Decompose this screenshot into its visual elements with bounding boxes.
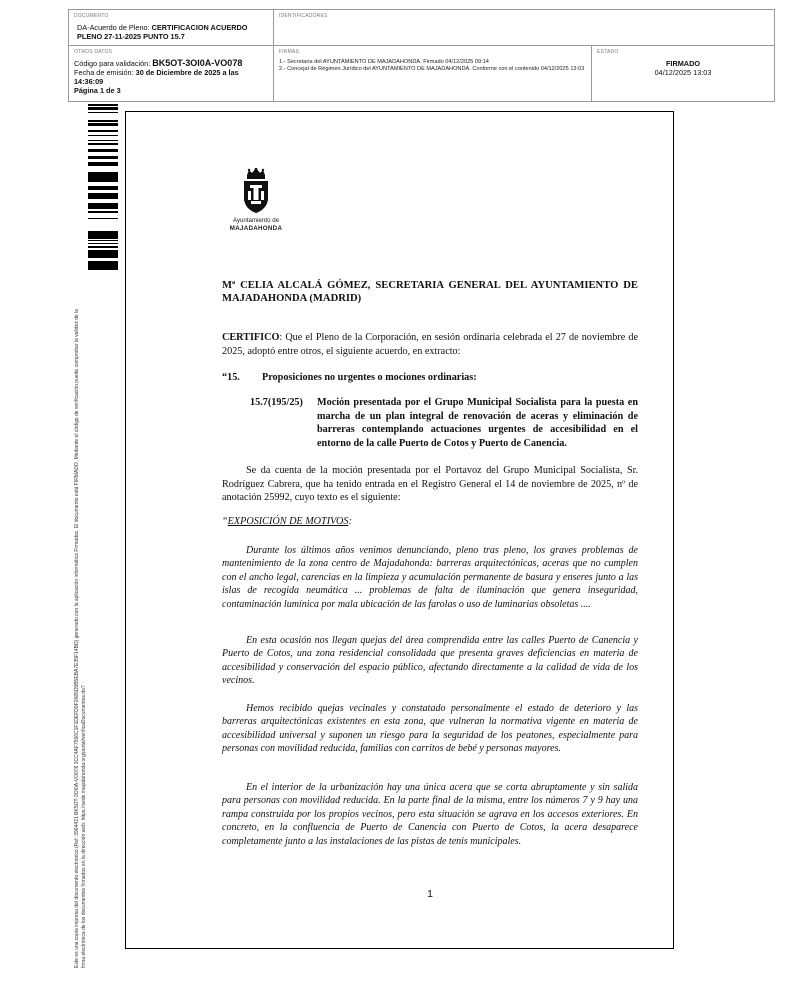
- header-table: [68, 9, 775, 102]
- documento-title: CERTIFICACION ACUERDO PLENO 27-11-2025 PUNTO 15.7: [77, 23, 248, 41]
- exposicion-paragraph-3: Hemos recibido quejas vecinales y constatado personalmente el estado de deterioro y las barreras arquitectónicas existentes en esta zona, que vulneran la normativa vigente en materia de accesibilidad universal y suponen un riesgo para la seguridad de los peatones, especialmente para personas con movilidad reducida, familias con carritos de bebé y personas mayores.: [222, 703, 638, 755]
- documento-prefix: DA-Acuerdo de Pleno:: [77, 23, 152, 32]
- codigo-validacion: BK5OT-3OI0A-VO078: [152, 58, 243, 68]
- coat-of-arms-icon: [241, 168, 271, 214]
- motion-title: Moción presentada por el Grupo Municipal Socialista para la puesta en marcha de un plan integral de renovación de aceras y eliminación de barreras contemplando actuaciones urgentes de accesibilidad en el entorno de la calle Puerto de Cotos y Puerto de Canencia.: [317, 397, 638, 449]
- barcode: [88, 104, 118, 274]
- pagina: Página 1 de 3: [74, 86, 121, 95]
- estado-value: FIRMADO: [665, 59, 701, 68]
- otros-datos-cell: [69, 46, 274, 101]
- motion-code: 15.7(195/25): [250, 397, 303, 408]
- documento-label: DOCUMENTO: [74, 13, 109, 19]
- exposicion-paragraph-4: En el interior de la urbanización hay una única acera que se corta abruptamente y sin salida para personas con movilidad reducida. En la parte final de la misma, entre los números 7 y 9 hay una rampa construida por los propios vecinos, pero esta situación se agrava en los accesos exteriores. En concreto, en la confluencia de Puerto de Canencia con Puerto de Cotos, la acera desaparece completamente junto a las instalaciones de las pistas de tenis municipales.: [222, 782, 638, 847]
- documento-cell: [69, 10, 274, 45]
- page-number: 1: [427, 888, 433, 900]
- certifico-label: CERTIFICO: [222, 332, 280, 343]
- municipal-logo: [227, 168, 285, 232]
- estado-label: ESTADO: [597, 49, 619, 55]
- codigo-label: Código para validación:: [74, 59, 153, 68]
- firmas-label: FIRMAS: [279, 49, 300, 55]
- certifico-text: : Que el Pleno de la Corporación, en sesión ordinaria celebrada el 27 de noviembre de 2025, adoptó entre otros, el siguiente acuerdo, en extracto:: [222, 332, 638, 357]
- document-heading: Mª CELIA ALCALÁ GÓMEZ, SECRETARIA GENERAL DEL AYUNTAMIENTO DE MAJADAHONDA (MADRID): [222, 280, 638, 304]
- expo-colon: :: [348, 516, 352, 527]
- barcode-bar: [88, 270, 118, 272]
- expo-title: EXPOSICIÓN DE MOTIVOS: [227, 516, 349, 527]
- agenda-item-15: [222, 371, 638, 384]
- identificadores-cell: [274, 10, 774, 45]
- fecha-emision: 30 de Diciembre de 2025 a las 14:36:09: [74, 68, 239, 86]
- agenda-item-number: “15.: [222, 372, 240, 383]
- agenda-item-title: Proposiciones no urgentes o mociones ordinarias:: [262, 372, 477, 383]
- firma-1: 1.- Secretaria del AYUNTAMIENTO DE MAJADAHONDA. Firmado 04/12/2025 09:14: [279, 59, 489, 65]
- expo-quote: “: [222, 516, 228, 527]
- firma-2: 2.- Concejal de Régimen Jurídico del AYUNTAMIENTO DE MAJADAHONDA. Conforme con el contenido 04/12/2025 13:03: [279, 66, 585, 72]
- certifico-paragraph: [222, 331, 638, 358]
- exposicion-paragraph-1: Durante los últimos años venimos denunciando, pleno tras pleno, los graves problemas de mantenimiento de la zona centro de Majadahonda: barreras arquitectónicas, aceras que no cumplen con el ancho legal, carencias en la limpieza y acumulación permanente de basura y enseres junto a las islas de recogida neumática ... problemas de falta de iluminación que genera inseguridad, contaminación lumínica por mala ubicación de las farolas o uso de luminarias obsoletas ....: [222, 545, 638, 610]
- intro-paragraph: Se da cuenta de la moción presentada por el Portavoz del Grupo Municipal Socialista, Sr. Rodríguez Cabrera, que ha tenido entrada en el Registro General el 14 de noviembre de 2025, nº de anotación 25992, cuyo texto es el siguiente:: [222, 465, 638, 503]
- estado-date: 04/12/2025 13:03: [654, 68, 712, 77]
- otros-datos-label: OTROS DATOS: [74, 49, 113, 55]
- logo-line-2: MAJADAHONDA: [229, 224, 283, 232]
- motion-heading: [250, 396, 638, 450]
- estado-cell: [592, 46, 774, 101]
- identificadores-label: IDENTIFICADORES: [279, 13, 328, 19]
- fecha-label: Fecha de emisión:: [74, 68, 136, 77]
- exposicion-paragraph-2: En esta ocasión nos llegan quejas del área comprendida entre las calles Puerto de Canencia y Puerto de Cotos, una zona residencial consolidada que presenta graves deficiencias en materia de accesibilidad y conservación del espacio público, afectando directamente a la calidad de vida de los vecinos.: [222, 635, 638, 687]
- firmas-cell: [274, 46, 592, 101]
- exposicion-heading: [222, 516, 352, 527]
- verification-side-text: Este es una copia impresa del documento electrónico (Ref: 3964421 BK5OT-3OI0A-VO078 3CC4AF7556C1F1DEFD9F2685D9B5EBA7E35F14BD) generado con la aplicación informática Firmadoc. El documento está FIRMADO. Mediante el código de verificación puede comprobar la validez de la firma electrónica de los documentos firmados en la dirección web: https://sede.majadahonda.org/portal/verificaDocumentos.do?: [74, 309, 87, 968]
- logo-line-1: Ayuntamiento de: [232, 217, 280, 224]
